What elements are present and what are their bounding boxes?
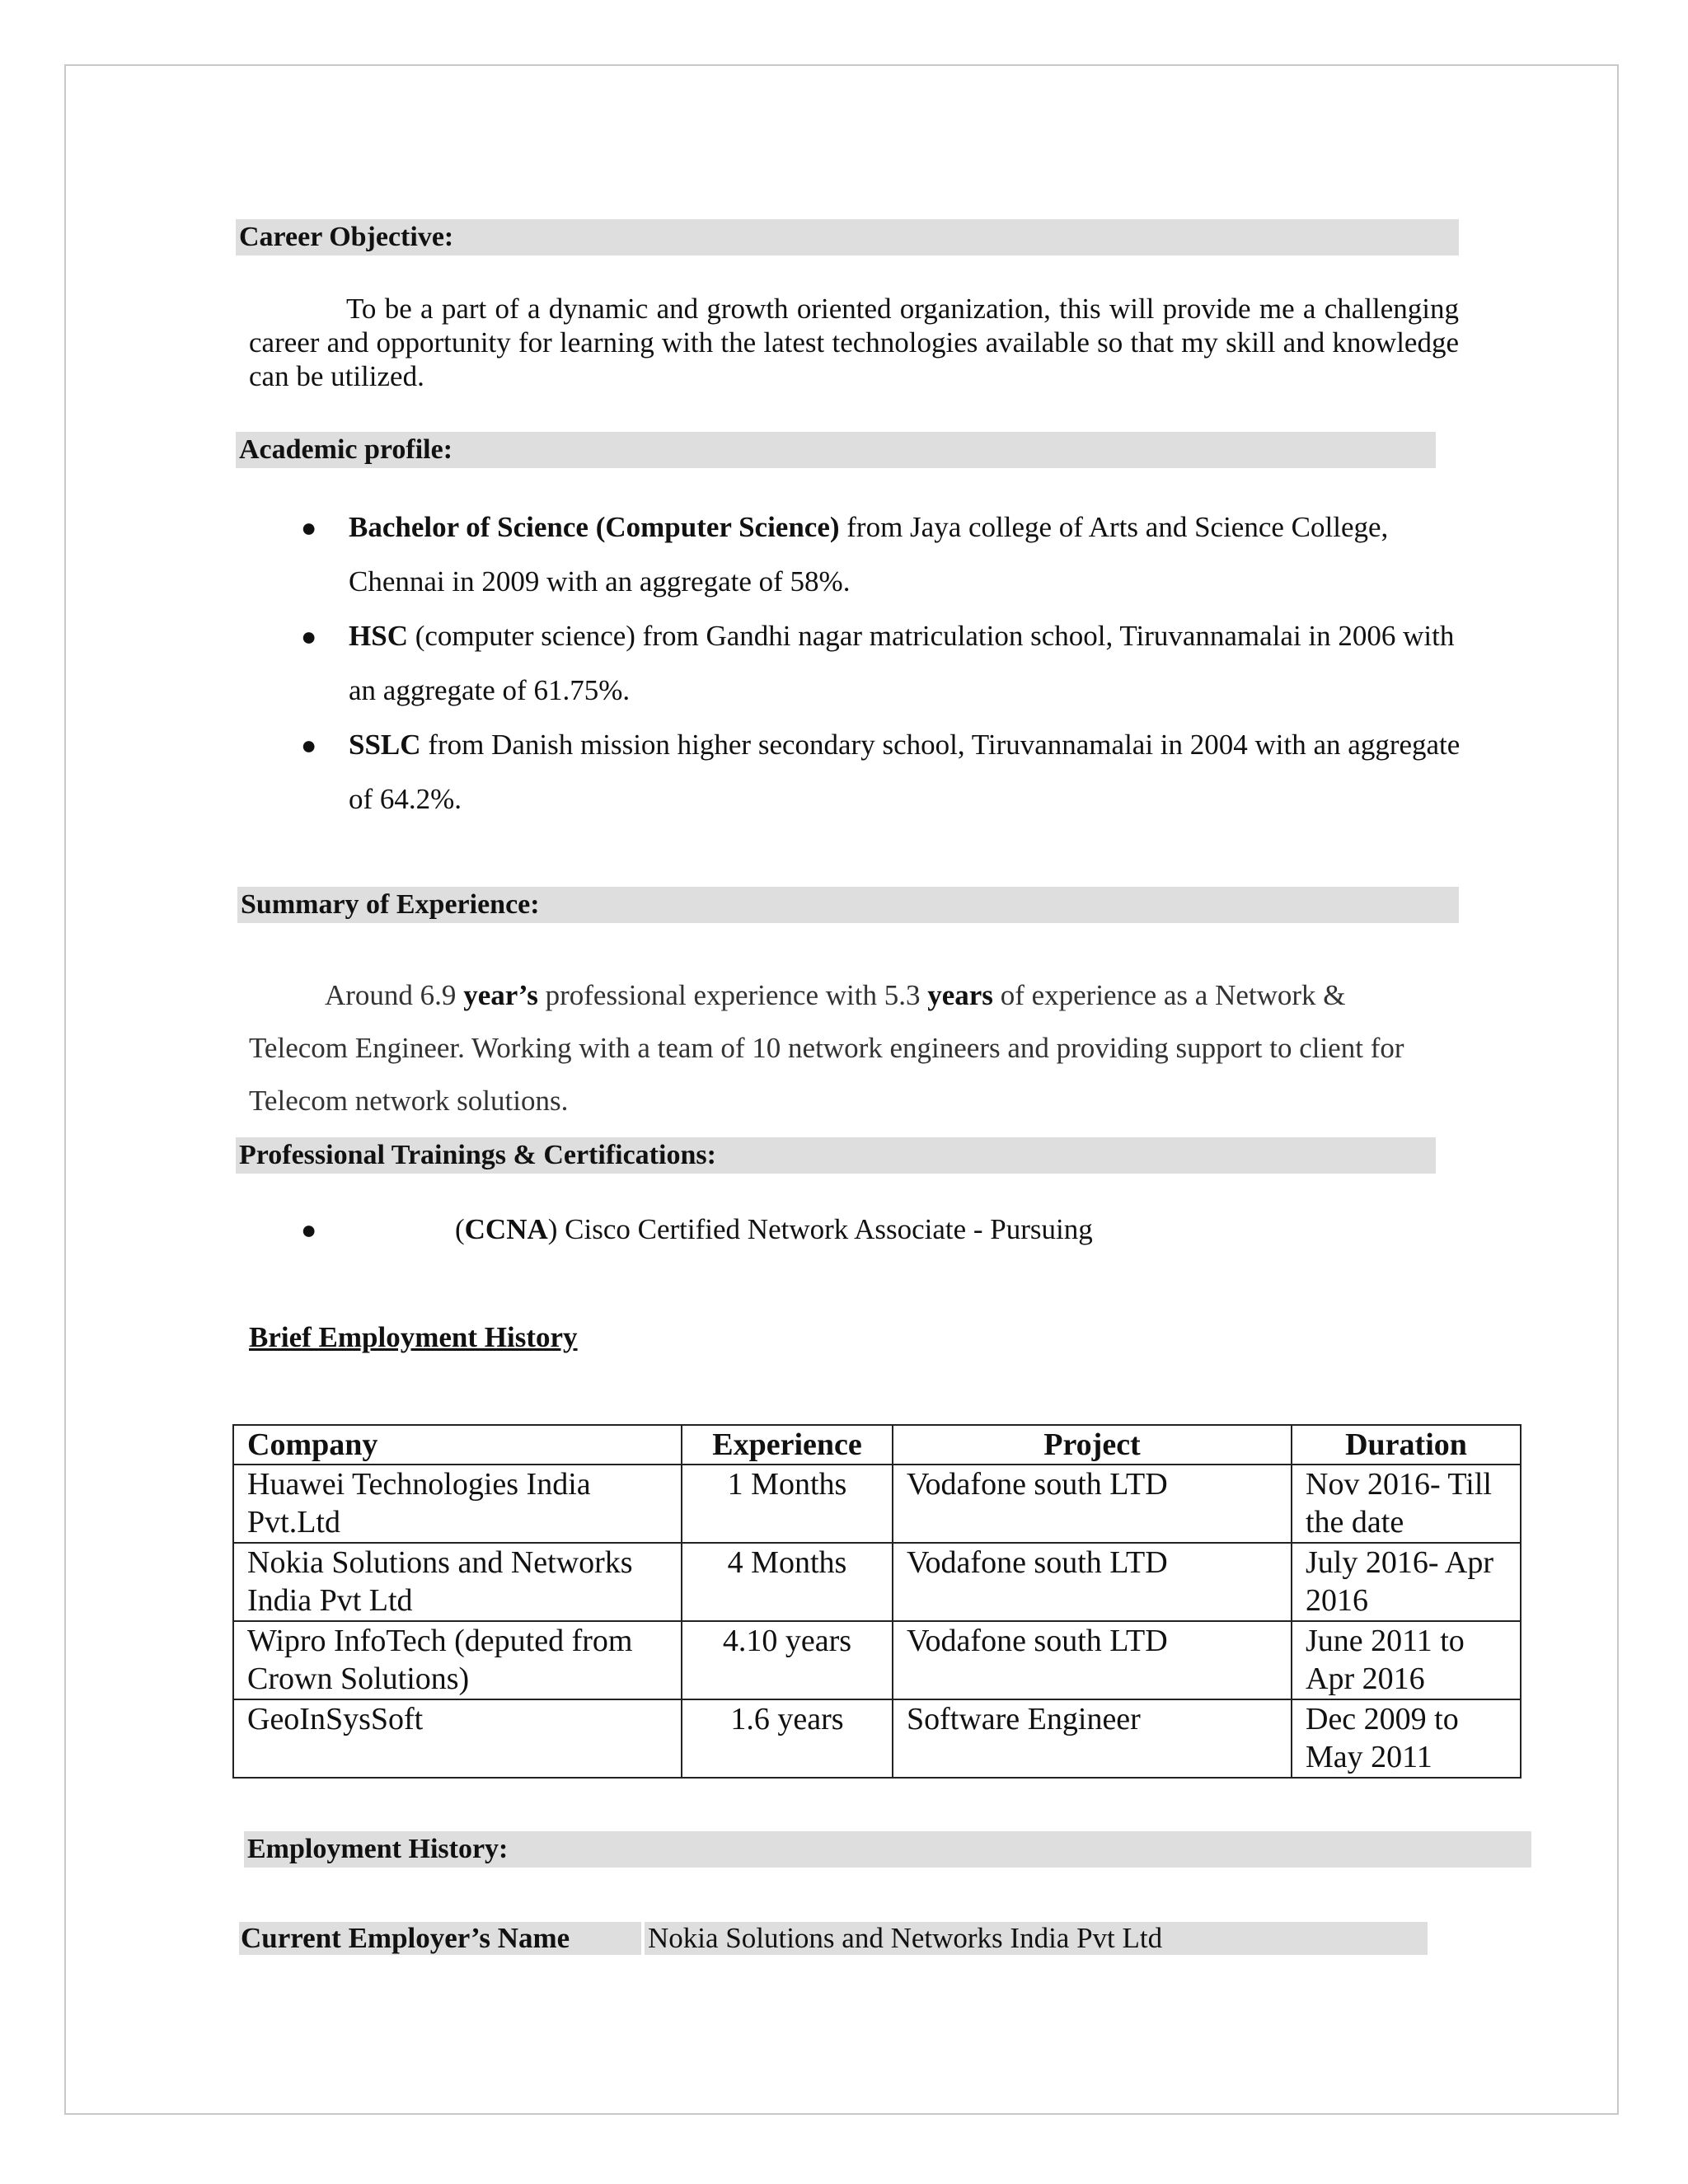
brief-history-title: Brief Employment History (249, 1321, 578, 1353)
academic-item-detail: from Jaya college of Arts and Science College, Chennai in 2009 with an aggregate of 58%. (349, 511, 1389, 598)
trainings-heading: Professional Trainings & Certifications: (236, 1137, 1436, 1174)
current-employer-value: Nokia Solutions and Networks India Pvt Ltd (645, 1922, 1428, 1955)
cert-acronym: CCNA (464, 1213, 548, 1245)
summary-part: Around 6.9 (325, 979, 464, 1011)
summary-text (249, 969, 1436, 1127)
duration-cell: July 2016- Apr 2016 (1292, 1543, 1521, 1621)
table-row (233, 1699, 1521, 1778)
table-header-row (233, 1425, 1521, 1465)
duration-cell: Nov 2016- Till the date (1292, 1465, 1521, 1543)
experience-cell: 1.6 years (682, 1699, 893, 1778)
project-cell: Software Engineer (893, 1699, 1292, 1778)
academic-item-degree: HSC (349, 620, 408, 652)
summary-bold: years (927, 979, 993, 1011)
company-cell: Nokia Solutions and Networks India Pvt Ltd (233, 1543, 682, 1621)
project-cell: Vodafone south LTD (893, 1621, 1292, 1699)
cert-name: ) Cisco Certified Network Associate - Pursuing (547, 1213, 1093, 1245)
company-cell: Huawei Technologies India Pvt.Ltd (233, 1465, 682, 1543)
column-header: Company (233, 1425, 682, 1465)
project-cell: Vodafone south LTD (893, 1543, 1292, 1621)
employment-table (232, 1424, 1522, 1779)
column-header: Duration (1292, 1425, 1521, 1465)
column-header: Experience (682, 1425, 893, 1465)
company-cell: Wipro InfoTech (deputed from Crown Solutions) (233, 1621, 682, 1699)
academic-item-detail: (computer science) from Gandhi nagar matriculation school, Tiruvannamalai in 2006 with an aggregate of 61.75%. (349, 620, 1455, 706)
company-cell: GeoInSysSoft (233, 1699, 682, 1778)
experience-cell: 1 Months (682, 1465, 893, 1543)
academic-item-degree: Bachelor of Science (Computer Science) (349, 511, 840, 543)
bullet-icon: ● (301, 513, 317, 542)
bullet-icon: ● (301, 1215, 317, 1244)
duration-cell: Dec 2009 to May 2011 (1292, 1699, 1521, 1778)
experience-cell: 4.10 years (682, 1621, 893, 1699)
bullet-icon: ● (301, 621, 317, 651)
cert-paren: ( (455, 1213, 465, 1245)
project-cell: Vodafone south LTD (893, 1465, 1292, 1543)
academic-item (293, 609, 1471, 718)
career-objective-heading: Career Objective: (236, 219, 1459, 255)
duration-cell: June 2011 to Apr 2016 (1292, 1621, 1521, 1699)
summary-heading: Summary of Experience: (237, 887, 1459, 923)
bullet-icon: ● (301, 730, 317, 760)
experience-cell: 4 Months (682, 1543, 893, 1621)
current-employer-label: Current Employer’s Name (239, 1922, 641, 1955)
table-row (233, 1543, 1521, 1621)
summary-part: of experience as a Network & Telecom Engineer. Working with a team of 10 network engineers and providing support to client for Telecom network solutions. (249, 979, 1404, 1117)
column-header: Project (893, 1425, 1292, 1465)
employment-history-heading: Employment History: (244, 1831, 1531, 1868)
academic-item (293, 718, 1471, 827)
table-row (233, 1465, 1521, 1543)
academic-item (293, 500, 1471, 609)
academic-profile-heading: Academic profile: (236, 432, 1436, 468)
summary-bold: year’s (463, 979, 538, 1011)
summary-part: professional experience with 5.3 (537, 979, 928, 1011)
academic-item-detail: from Danish mission higher secondary school, Tiruvannamalai in 2004 with an aggregate of 64.2%. (349, 729, 1461, 815)
career-objective-text: To be a part of a dynamic and growth oriented organization, this will provide me a challenging career and opportunity for learning with the latest technologies available so that my skill and knowledge can be utilized. (249, 293, 1459, 392)
academic-list (293, 500, 1471, 827)
table-row (233, 1621, 1521, 1699)
academic-item-degree: SSLC (349, 729, 421, 761)
